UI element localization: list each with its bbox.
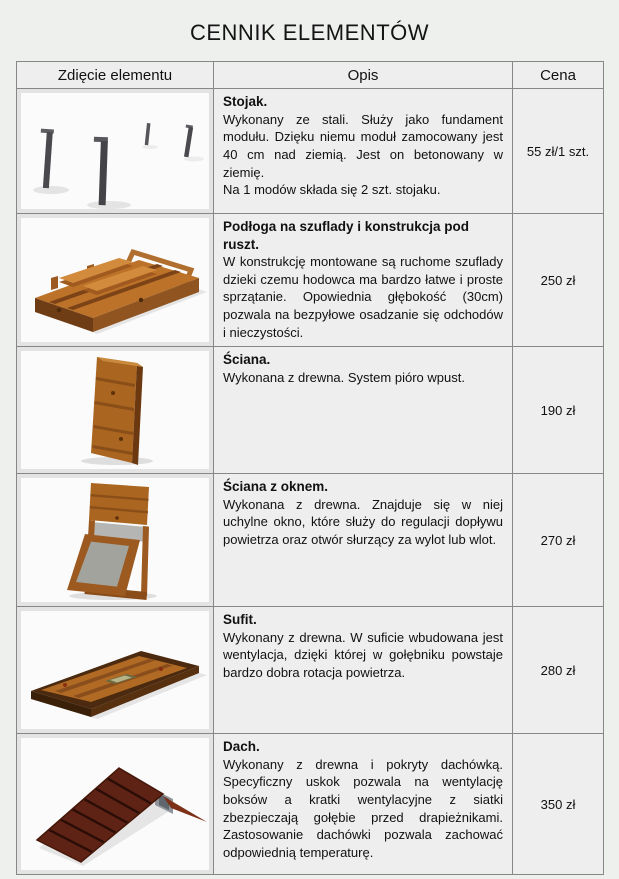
- item-description: Wykonana z drewna. System pióro wpust.: [223, 369, 465, 385]
- item-description: Wykonany ze stali. Służy jako fundament modułu. Dzięku niemu moduł zamocowany jest 40 cm nad ziemią. Jest on betonowany w ziemię.: [223, 111, 503, 180]
- table-row-sciana: [17, 347, 604, 474]
- photo-cell: [17, 734, 214, 875]
- price-cell: 250 zł: [513, 214, 604, 347]
- item-title: Dach.: [223, 739, 260, 754]
- page-title: CENNIK ELEMENTÓW: [189, 20, 430, 45]
- item-title: Ściana.: [223, 352, 271, 367]
- roof-photo: [21, 738, 209, 870]
- description-cell: [214, 214, 513, 347]
- description-cell: [214, 474, 513, 607]
- header-description-column: Opis: [214, 62, 513, 89]
- drawer-floor-photo: [21, 218, 209, 342]
- photo-cell: [17, 89, 214, 214]
- item-description: Wykonany z drewna. W suficie wbudowana jest wentylacja, dzięki której w gołębniku powstaje bardzo dobra rotacja powietrza.: [223, 629, 503, 680]
- item-title: Sufit.: [223, 612, 257, 627]
- photo-cell: [17, 474, 214, 607]
- item-description: Wykonana z drewna. Znajduje się w niej uchylne okno, które służy do regulacji dopływu powietrza oraz otwór słurzący za wylot lub wlot.: [223, 496, 503, 547]
- ceiling-photo: [21, 611, 209, 729]
- header-row: [17, 62, 604, 89]
- description-cell: [214, 347, 513, 474]
- item-description: W konstrukcję montowane są ruchome szuflady dzieki czemu hodowca ma bardzo łatwe i proste sprzątanie. Opowiednia głębokość (30cm) pozwala na bezpyłowe osadzanie się odchodów i nieczystości.: [223, 254, 503, 340]
- table-row-podloga: [17, 214, 604, 347]
- price-cell: 190 zł: [513, 347, 604, 474]
- description-cell: [214, 89, 513, 214]
- header-price-column: Cena: [513, 62, 604, 89]
- wooden-wall-photo: [21, 351, 209, 469]
- item-title: Podłoga na szuflady i konstrukcja pod ruszt.: [223, 219, 470, 252]
- item-description-note: Na 1 modów składa się 2 szt. stojaku.: [223, 182, 441, 198]
- wall-with-window-photo: [21, 478, 209, 602]
- item-title: Ściana z oknem.: [223, 479, 329, 494]
- price-cell: 270 zł: [513, 474, 604, 607]
- photo-cell: [17, 347, 214, 474]
- steel-stands-photo: [21, 93, 209, 209]
- price-cell: 55 zł/1 szt.: [513, 89, 604, 214]
- table-row-dach: [17, 734, 604, 875]
- price-cell: 280 zł: [513, 607, 604, 734]
- price-table: [16, 61, 604, 875]
- price-cell: 350 zł: [513, 734, 604, 875]
- header-photo-column: Zdięcie elementu: [17, 62, 214, 89]
- photo-cell: [17, 214, 214, 347]
- description-cell: [214, 734, 513, 875]
- table-row-sciana-z-oknem: [17, 474, 604, 607]
- item-title: Stojak.: [223, 94, 268, 109]
- item-description: Wykonany z drewna i pokryty dachówką. Specyficzny uskok pozwala na wentylację boksów a kratki wentylacyjne z siatki zbezpieczają gołębie przed drapieżnikami. Zastosowanie dachówki pozwala zachować odpowiednią temperaturę.: [223, 756, 503, 860]
- table-row-stojak: [17, 89, 604, 214]
- table-row-sufit: [17, 607, 604, 734]
- photo-cell: [17, 607, 214, 734]
- description-cell: [214, 607, 513, 734]
